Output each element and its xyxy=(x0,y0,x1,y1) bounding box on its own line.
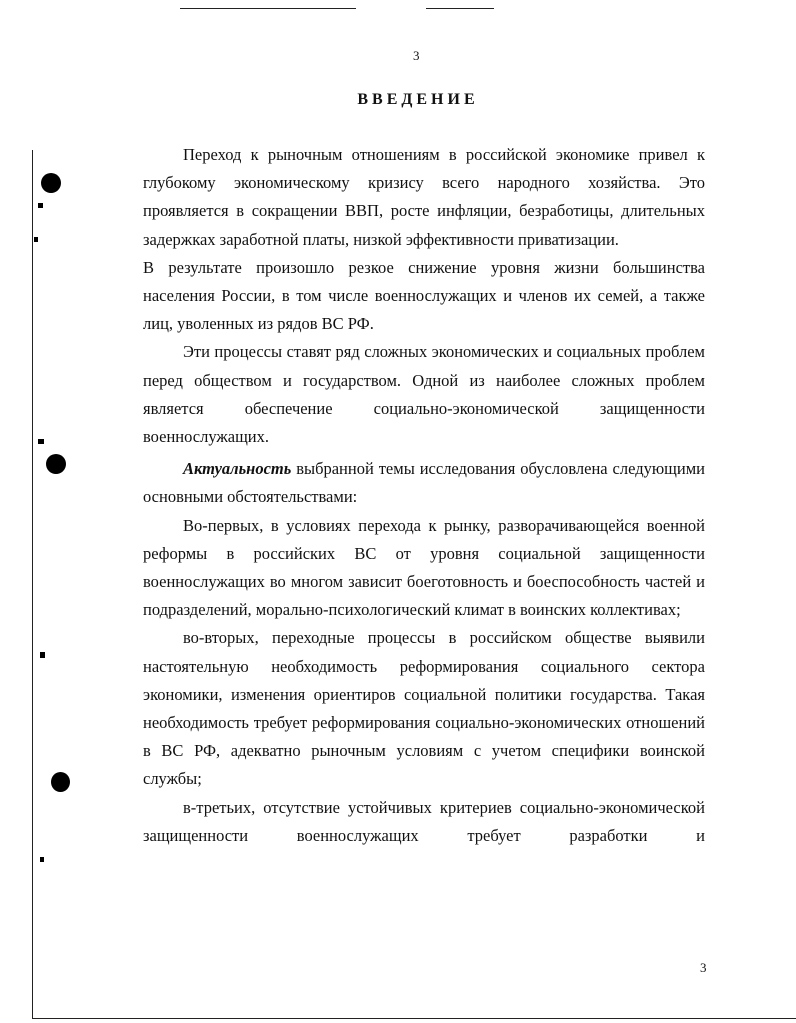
document-body xyxy=(143,141,705,850)
scan-mark-4 xyxy=(40,652,45,658)
scan-edge-top-left xyxy=(180,8,356,9)
actuality-term: Актуальность xyxy=(183,459,292,479)
page-number-bottom: 3 xyxy=(700,960,707,975)
paragraph-problems: Эти процессы ставят ряд сложных экономических и социальных проблем перед обществом и государством. Одной из наиболее сложных проблем является обеспечение социально-экономической защищенности военнослужащих. xyxy=(143,342,705,447)
punch-hole-3 xyxy=(51,772,70,792)
scan-edge-bottom xyxy=(32,1018,796,1019)
actuality-text: выбранной темы исследования обусловлена следующими основными обстоятельствами: xyxy=(143,459,705,507)
scan-edge-top-right xyxy=(426,8,494,9)
scan-edge-left xyxy=(32,150,33,1018)
scan-mark-3 xyxy=(38,439,44,444)
page-number-top: 3 xyxy=(413,48,420,63)
punch-hole-1 xyxy=(41,173,61,193)
punch-hole-2 xyxy=(46,454,66,474)
paragraph-transition: Переход к рыночным отношениям в российской экономике привел к глубокому экономическому кризису всего народного хозяйства. Это проявляется в сокращении ВВП, росте инфляции, безработицы, длительных задержках заработной платы, низкой эффективности приватизации. xyxy=(143,145,705,249)
paragraph-third: в-третьих, отсутствие устойчивых критериев социально-экономической защищенности военнослужащих требует разработки и xyxy=(143,797,705,845)
paragraph-first: Во-первых, в условиях перехода к рынку, разворачивающейся военной реформы в российских ВС от уровня социальной защищенности военнослужащих во многом зависит боеготовность и боеспособность частей и подразделений, морально-психологический климат в воинских коллективах; xyxy=(143,515,705,620)
scan-mark-1 xyxy=(38,203,43,208)
section-title: ВВЕДЕНИЕ xyxy=(357,91,479,108)
paragraph-actuality xyxy=(143,455,705,511)
paragraph-second: во-вторых, переходные процессы в российском обществе выявили настоятельную необходимость реформирования социального сектора экономики, изменения ориентиров социальной политики государства. Такая необходимость требует реформирования социально-экономических отношений в ВС РФ, адекватно рыночным условиям с учетом специфики воинской службы; xyxy=(143,628,705,789)
scan-mark-5 xyxy=(40,857,44,862)
paragraph-living-standards: В результате произошло резкое снижение уровня жизни большинства населения России, в том числе военнослужащих и членов их семей, а также лиц, уволенных из рядов ВС РФ. xyxy=(143,257,705,334)
scan-mark-2 xyxy=(34,237,38,242)
